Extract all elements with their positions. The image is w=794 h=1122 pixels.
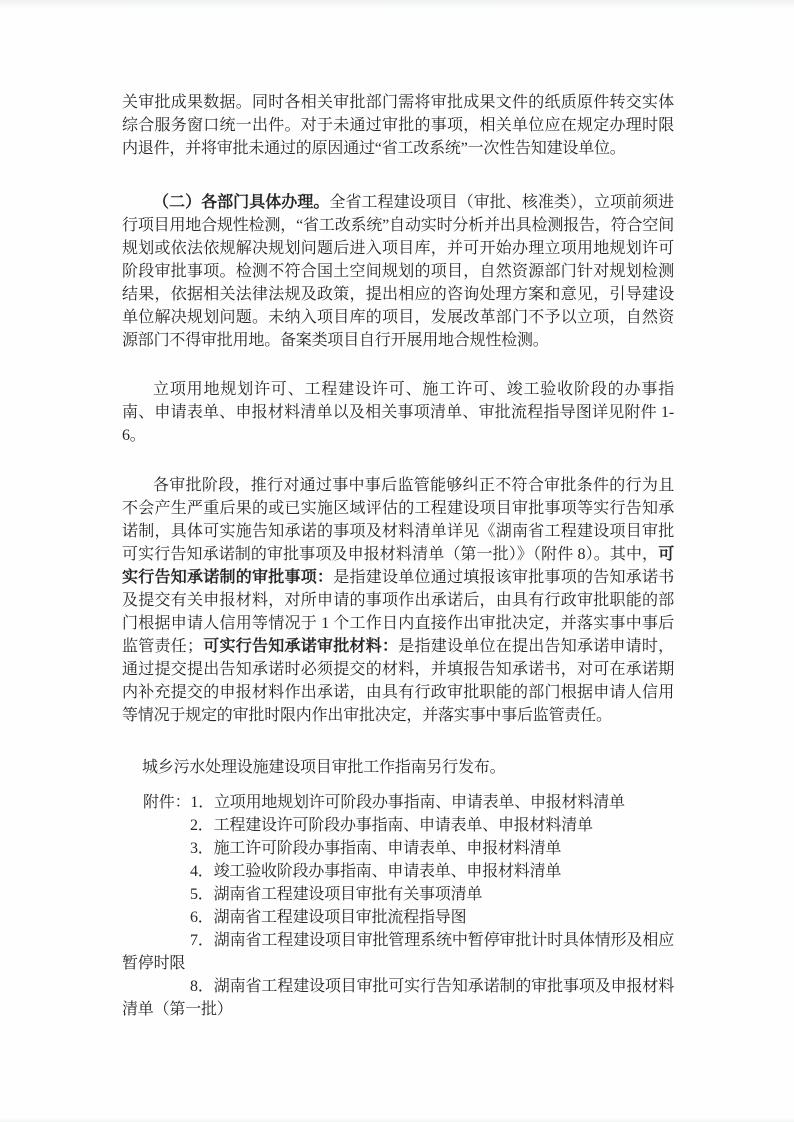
commitment-items-definition: 是指建设单位通过填报该审批事项的告知承诺书及提交有关申报材料，对所申请的事项作出承诺后，由具有行政审批职能的部门根据申请人信用等情况于 1 个工作日内直接作出审批决定，并落实事中事后监管责任； <box>122 569 674 655</box>
paragraph-sewage-note: 城乡污水处理设施建设项目审批工作指南另行发布。 <box>142 759 506 776</box>
section-two-body-text: 全省工程建设项目（审批、核准类），立项前须进行项目用地合规性检测，“省工改系统”自动实时分析并出具检测报告，符合空间规划或依法依规解决规划问题后进入项目库，并可开始办理立项用地规划许可阶段审批事项。检测不符合国土空间规划的项目，自然资源部门针对规划检测结果，依据相关法律法规及政策，提出相应的咨询处理方案和意见，引导建设单位解决规划问题。未纳入项目库的项目，发展改革部门不予以立项，自然资源部门不得审批用地。备案类项目自行开展用地合规性检测。 <box>122 194 674 349</box>
attachments-label: 附件： <box>143 794 191 811</box>
paragraph-approval-results-continuation: 关审批成果数据。同时各相关审批部门需将审批成果文件的纸质原件转交实体综合服务窗口统一出件。对于未通过审批的事项，相关单位应在规定办理时限内退件，并将审批未通过的原因通过“省工改系统”一次性告知建设单位。 <box>122 94 674 157</box>
attachment-item: 5．湖南省工程建设项目审批有关事项清单 <box>190 886 483 903</box>
commitment-items-term: 可实行告知承诺制的审批事项： <box>122 546 674 586</box>
attachment-item: 8．湖南省工程建设项目审批可实行告知承诺制的审批事项及申报材料清单（第一批） <box>122 978 674 1018</box>
attachment-item: 3．施工许可阶段办事指南、申请表单、申报材料清单 <box>190 840 562 857</box>
attachment-item: 4．竣工验收阶段办事指南、申请表单、申报材料清单 <box>190 863 562 880</box>
attachment-item: 2．工程建设许可阶段办事指南、申请表单、申报材料清单 <box>190 817 593 834</box>
section-two-heading: （二）各部门具体办理。 <box>153 194 330 211</box>
commitment-materials-term: 可实行告知承诺审批材料： <box>202 638 399 655</box>
commitment-materials-definition: 是指建设单位在提出告知承诺申请时，通过提交提出告知承诺时必须提交的材料，并填报告知承诺书，对可在承诺期内补充提交的申报材料作出承诺，由具有行政审批职能的部门根据申请人信用等情况于规定的审批时限内作出审批决定，并落实事中事后监管责任。 <box>122 638 674 724</box>
paragraph-stage-guides: 立项用地规划许可、工程建设许可、施工许可、竣工验收阶段的办事指南、申请表单、申报材料清单以及相关事项清单、审批流程指导图详见附件 1-6。 <box>122 381 674 444</box>
attachment-list <box>122 791 674 1021</box>
paragraph-section-two <box>122 191 674 352</box>
attachment-item-text: 1．立项用地规划许可阶段办事指南、申请表单、申报材料清单 <box>190 794 625 811</box>
attachment-item: 7．湖南省工程建设项目审批管理系统中暂停审批计时具体情形及相应暂停时限 <box>122 932 674 972</box>
scan-artifact-top-edge <box>0 0 794 9</box>
attachment-item: 6．湖南省工程建设项目审批流程指导图 <box>190 909 467 926</box>
scan-artifact-bottom-edge <box>0 1118 794 1122</box>
paragraph-commitment-system <box>122 474 674 727</box>
attachment-item-1-row <box>122 791 674 814</box>
commitment-intro-text: 各审批阶段，推行对通过事中事后监管能够纠正不符合审批条件的行为且不会产生严重后果的或已实施区域评估的工程建设项目审批事项等实行告知承诺制，具体可实施告知承诺的事项及材料清单详见《湖南省工程建设项目审批可实行告知承诺制的审批事项及申报材料清单（第一批）》（附件 8）。其中， <box>122 477 674 563</box>
document-body <box>122 91 674 1021</box>
